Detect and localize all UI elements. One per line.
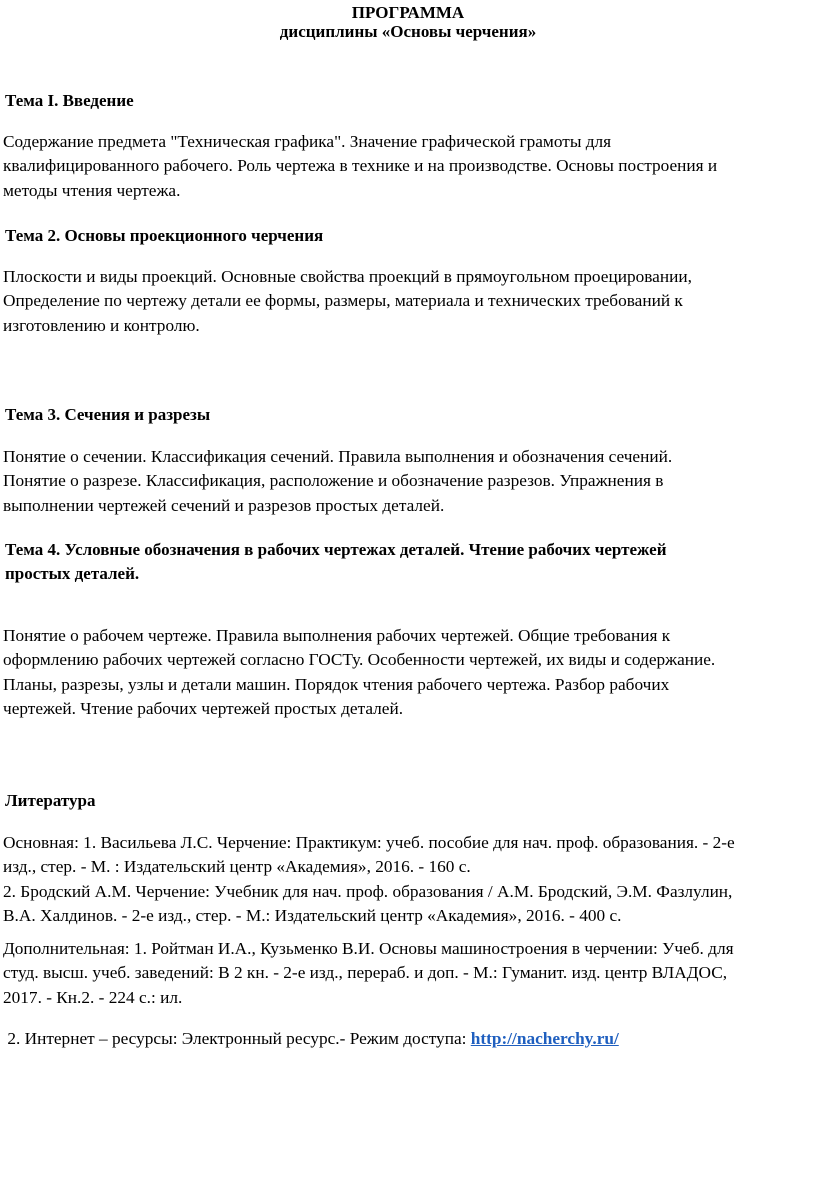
text-line: В.А. Халдинов. - 2-е изд., стер. - М.: Издательский центр «Академия», 2016. - 400 с. bbox=[3, 905, 622, 925]
document-subtitle: дисциплины «Основы черчения» bbox=[279, 22, 537, 41]
text-line: Понятие о рабочем чертеже. Правила выполнения рабочих чертежей. Общие требования к bbox=[3, 626, 671, 645]
heading-line: Тема 4. Условные обозначения в рабочих чертежах деталей. Чтение рабочих чертежей bbox=[5, 540, 667, 559]
text-line: Определение по чертежу детали ее формы, размеры, материала и технических требований к bbox=[3, 291, 683, 311]
document-title: ПРОГРАММА bbox=[351, 3, 465, 22]
text-line: Дополнительная: 1. Ройтман И.А., Кузьменко В.И. Основы машиностроения в черчении: Учеб. для bbox=[3, 939, 734, 958]
internet-resource-text: 2. Интернет – ресурсы: Электронный ресурс.- Режим доступа: bbox=[3, 1029, 471, 1048]
internet-resource-link[interactable]: http://nacherchy.ru/ bbox=[470, 1029, 619, 1048]
text-line: 2017. - Кн.2. - 224 с.: ил. bbox=[3, 987, 183, 1007]
text-line: чертежей. Чтение рабочих чертежей простых деталей. bbox=[3, 698, 404, 718]
text-line: Планы, разрезы, узлы и детали машин. Порядок чтения рабочего чертежа. Разбор рабочих bbox=[3, 674, 670, 694]
internet-resource-line bbox=[3, 1027, 811, 1051]
text-line: Содержание предмета "Техническая графика". Значение графической грамоты для bbox=[3, 132, 612, 151]
text-line: методы чтения чертежа. bbox=[3, 180, 181, 200]
section-3-text bbox=[3, 445, 811, 518]
section-2-text bbox=[3, 265, 811, 338]
text-line: изд., стер. - М. : Издательский центр «Академия», 2016. - 160 с. bbox=[3, 857, 471, 877]
text-line: изготовлению и контролю. bbox=[3, 315, 200, 335]
text-line: Понятие о сечении. Классификация сечений. Правила выполнения и обозначения сечений. bbox=[3, 447, 673, 466]
text-line: студ. высш. учеб. заведений: В 2 кн. - 2-е изд., перераб. и доп. - М.: Гуманит. изд. центр ВЛАДОС, bbox=[3, 963, 728, 983]
text-line: 2. Бродский А.М. Черчение: Учебник для нач. проф. образования / А.М. Бродский, Э.М. Фазлулин, bbox=[3, 881, 733, 901]
literature-additional bbox=[3, 937, 811, 1010]
text-line: оформлению рабочих чертежей согласно ГОСТу. Особенности чертежей, их виды и содержание. bbox=[3, 650, 716, 670]
text-line: Плоскости и виды проекций. Основные свойства проекций в прямоугольном проецировании, bbox=[3, 267, 692, 286]
text-line: квалифицированного рабочего. Роль чертежа в технике и на производстве. Основы построения и bbox=[3, 156, 718, 176]
literature-main bbox=[3, 831, 811, 928]
literature-heading: Литература bbox=[5, 791, 96, 810]
text-line: выполнении чертежей сечений и разрезов простых деталей. bbox=[3, 495, 445, 515]
text-line: Основная: 1. Васильева Л.С. Черчение: Практикум: учеб. пособие для нач. проф. образования. - 2-е bbox=[3, 833, 735, 852]
section-3-heading: Тема 3. Сечения и разрезы bbox=[5, 405, 211, 424]
text-line: Понятие о разрезе. Классификация, расположение и обозначение разрезов. Упражнения в bbox=[3, 471, 664, 491]
section-1-heading: Тема I. Введение bbox=[5, 91, 134, 110]
section-4-text bbox=[3, 624, 811, 721]
section-2-heading: Тема 2. Основы проекционного черчения bbox=[5, 226, 324, 245]
section-4-heading bbox=[5, 538, 805, 586]
section-1-text bbox=[3, 130, 811, 203]
heading-line: простых деталей. bbox=[5, 564, 140, 583]
